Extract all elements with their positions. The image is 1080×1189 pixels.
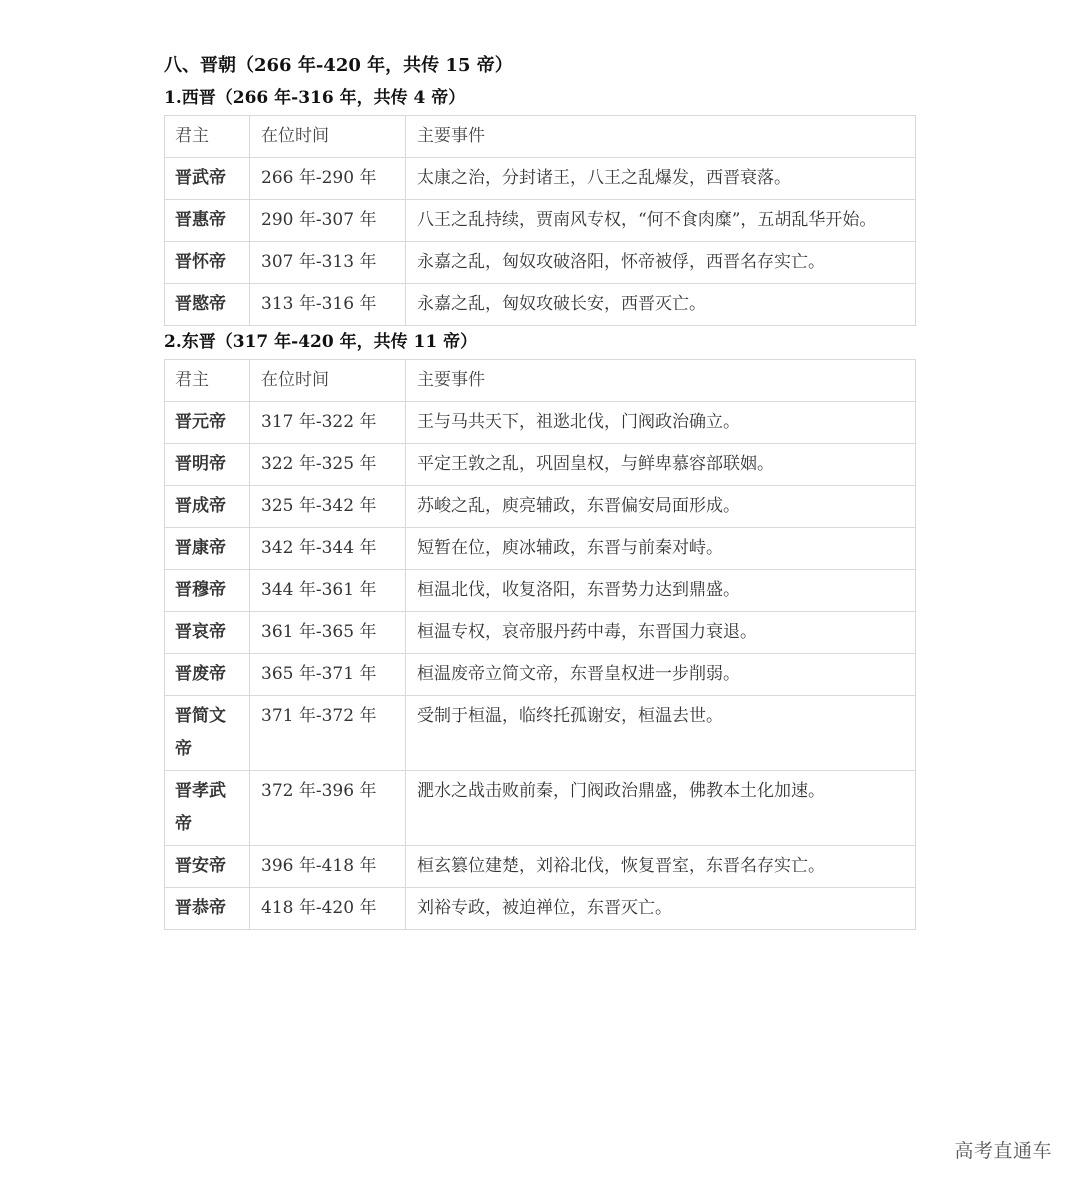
table-row (165, 444, 916, 486)
table-row (165, 242, 916, 284)
reign-period-cell: 372 年-396 年 (250, 771, 406, 846)
watermark-text: 高考直通车 (954, 1140, 1052, 1162)
reign-period-cell: 371 年-372 年 (250, 696, 406, 771)
events-cell: 平定王敦之乱，巩固皇权，与鲜卑慕容部联姻。 (406, 444, 916, 486)
table-row (165, 612, 916, 654)
ruler-name-cell: 晋恭帝 (165, 888, 250, 930)
western-jin-title: 1.西晋（266 年-316 年，共传 4 帝） (164, 88, 466, 108)
eastern-jin-table-body (165, 360, 916, 930)
ruler-name-cell: 晋康帝 (165, 528, 250, 570)
table-row (165, 158, 916, 200)
table-row (165, 200, 916, 242)
events-cell: 刘裕专政，被迫禅位，东晋灭亡。 (406, 888, 916, 930)
reign-period-cell: 290 年-307 年 (250, 200, 406, 242)
events-cell: 八王之乱持续，贾南风专权，“何不食肉糜”，五胡乱华开始。 (406, 200, 916, 242)
events-cell: 桓温北伐，收复洛阳，东晋势力达到鼎盛。 (406, 570, 916, 612)
ruler-name-cell: 晋简文帝 (165, 696, 250, 771)
ruler-name-cell: 晋哀帝 (165, 612, 250, 654)
reign-period-cell: 418 年-420 年 (250, 888, 406, 930)
ruler-name-cell: 晋穆帝 (165, 570, 250, 612)
header-ruler: 君主 (165, 116, 250, 158)
table-header-row (165, 116, 916, 158)
table-row (165, 528, 916, 570)
table-row (165, 402, 916, 444)
ruler-name-cell: 晋孝武帝 (165, 771, 250, 846)
table-row (165, 570, 916, 612)
table-row (165, 486, 916, 528)
ruler-name-cell: 晋愍帝 (165, 284, 250, 326)
reign-period-cell: 266 年-290 年 (250, 158, 406, 200)
events-cell: 桓温废帝立简文帝，东晋皇权进一步削弱。 (406, 654, 916, 696)
western-jin-table (164, 115, 916, 326)
events-cell: 桓温专权，哀帝服丹药中毒，东晋国力衰退。 (406, 612, 916, 654)
events-cell: 短暂在位，庾冰辅政，东晋与前秦对峙。 (406, 528, 916, 570)
events-cell: 永嘉之乱，匈奴攻破长安，西晋灭亡。 (406, 284, 916, 326)
ruler-name-cell: 晋明帝 (165, 444, 250, 486)
eastern-jin-title: 2.东晋（317 年-420 年，共传 11 帝） (164, 332, 478, 352)
reign-period-cell: 344 年-361 年 (250, 570, 406, 612)
events-cell: 永嘉之乱，匈奴攻破洛阳，怀帝被俘，西晋名存实亡。 (406, 242, 916, 284)
events-cell: 桓玄篡位建楚，刘裕北伐，恢复晋室，东晋名存实亡。 (406, 846, 916, 888)
reign-period-cell: 322 年-325 年 (250, 444, 406, 486)
eastern-jin-table (164, 359, 916, 930)
reign-period-cell: 361 年-365 年 (250, 612, 406, 654)
ruler-name-cell: 晋废帝 (165, 654, 250, 696)
reign-period-cell: 325 年-342 年 (250, 486, 406, 528)
table-row (165, 771, 916, 846)
events-cell: 太康之治，分封诸王，八王之乱爆发，西晋衰落。 (406, 158, 916, 200)
document-page (164, 50, 916, 930)
events-cell: 王与马共天下，祖逖北伐，门阀政治确立。 (406, 402, 916, 444)
ruler-name-cell: 晋元帝 (165, 402, 250, 444)
reign-period-cell: 342 年-344 年 (250, 528, 406, 570)
header-period: 在位时间 (250, 360, 406, 402)
reign-period-cell: 396 年-418 年 (250, 846, 406, 888)
events-cell: 苏峻之乱，庾亮辅政，东晋偏安局面形成。 (406, 486, 916, 528)
table-row (165, 284, 916, 326)
header-events: 主要事件 (406, 116, 916, 158)
ruler-name-cell: 晋惠帝 (165, 200, 250, 242)
header-ruler: 君主 (165, 360, 250, 402)
reign-period-cell: 313 年-316 年 (250, 284, 406, 326)
reign-period-cell: 317 年-322 年 (250, 402, 406, 444)
table-row (165, 654, 916, 696)
ruler-name-cell: 晋成帝 (165, 486, 250, 528)
events-cell: 受制于桓温，临终托孤谢安，桓温去世。 (406, 696, 916, 771)
table-row (165, 696, 916, 771)
events-cell: 淝水之战击败前秦，门阀政治鼎盛，佛教本土化加速。 (406, 771, 916, 846)
section-title: 八、晋朝（266 年-420 年，共传 15 帝） (164, 55, 513, 76)
ruler-name-cell: 晋怀帝 (165, 242, 250, 284)
reign-period-cell: 307 年-313 年 (250, 242, 406, 284)
ruler-name-cell: 晋武帝 (165, 158, 250, 200)
ruler-name-cell: 晋安帝 (165, 846, 250, 888)
table-header-row (165, 360, 916, 402)
table-row (165, 888, 916, 930)
table-row (165, 846, 916, 888)
reign-period-cell: 365 年-371 年 (250, 654, 406, 696)
header-period: 在位时间 (250, 116, 406, 158)
header-events: 主要事件 (406, 360, 916, 402)
western-jin-table-body (165, 116, 916, 326)
